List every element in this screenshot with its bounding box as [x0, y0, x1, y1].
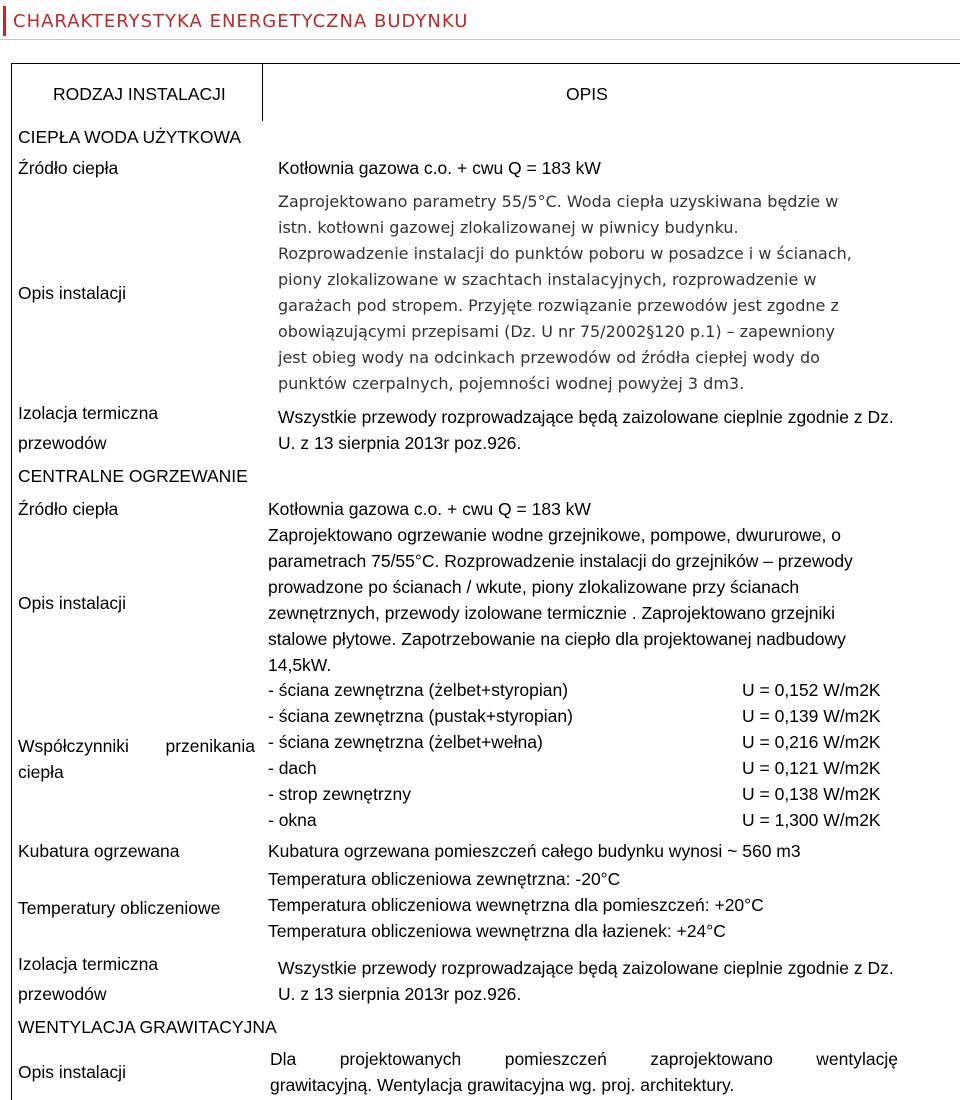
cwu-insulation-text-line-1: Wszystkie przewody rozprowadzające będą zaizolowane cieplnie zgodnie z Dz.: [278, 407, 894, 427]
co-temperature-line: Temperatura obliczeniowa wewnętrzna dla pomieszczeń: +20°C: [268, 895, 764, 915]
section-title-ventilation: WENTYLACJA GRAWITACYJNA: [18, 1017, 277, 1037]
cwu-description-line: Rozprowadzenie instalacji do punktów poboru w posadzce i w ścianach,: [278, 244, 852, 263]
page-title: CHARAKTERYSTYKA ENERGETYCZNA BUDYNKU: [13, 11, 469, 32]
u-value-name: - okna: [268, 810, 317, 830]
cwu-description-line: punktów czerpalnych, pojemności wodnej powyżej 3 dm3.: [278, 374, 745, 393]
cwu-insulation-label-line-1: Izolacja termiczna: [18, 403, 159, 423]
u-value: U = 0,152 W/m2K: [742, 680, 881, 700]
cwu-source-label: Źródło ciepła: [18, 158, 119, 178]
co-source-value: Kotłownia gazowa c.o. + cwu Q = 183 kW: [268, 499, 591, 519]
cwu-source-value: Kotłownia gazowa c.o. + cwu Q = 183 kW: [278, 158, 601, 178]
u-value: U = 0,216 W/m2K: [742, 732, 881, 752]
u-value-name: - strop zewnętrzny: [268, 784, 411, 804]
co-u-values-label-line-1: Współczynniki przenikania: [18, 736, 255, 756]
header-accent-bar: [3, 6, 6, 36]
co-temperature-line: Temperatura obliczeniowa wewnętrzna dla łazienek: +24°C: [268, 921, 726, 941]
section-title-co: CENTRALNE OGRZEWANIE: [18, 466, 248, 486]
co-insulation-label-line-1: Izolacja termiczna: [18, 954, 159, 974]
u-value: U = 0,139 W/m2K: [742, 706, 881, 726]
co-description-line: 14,5kW.: [268, 655, 332, 675]
co-description-line: stalowe płytowe. Zapotrzebowanie na ciepło dla projektowanej nadbudowy: [268, 629, 846, 649]
page-header: [0, 0, 960, 40]
cwu-description-line: Zaprojektowano parametry 55/5°C. Woda ciepła uzyskiwana będzie w: [278, 192, 839, 211]
header-rule: [0, 39, 960, 40]
co-description-line: prowadzone po ścianach / wkute, piony zlokalizowane przy ścianach: [268, 577, 800, 597]
u-value-name: - ściana zewnętrzna (żelbet+styropian): [268, 680, 569, 700]
header-column-divider: [262, 63, 263, 121]
co-temperature-line: Temperatura obliczeniowa zewnętrzna: -20°C: [268, 869, 621, 889]
u-value: U = 0,138 W/m2K: [742, 784, 881, 804]
cwu-description-line: jest obieg wody na odcinkach przewodów od źródła ciepłej wody do: [278, 348, 820, 367]
co-heated-volume-label: Kubatura ogrzewana: [18, 841, 180, 861]
cwu-insulation-label-line-2: przewodów: [18, 433, 107, 453]
section-title-cwu: CIEPŁA WODA UŻYTKOWA: [18, 127, 241, 147]
column-header-description: OPIS: [566, 84, 608, 104]
co-description-line: Zaprojektowano ogrzewanie wodne grzejnikowe, pompowe, dwururowe, o: [268, 525, 841, 545]
cwu-description-line: obowiązującymi przepisami (Dz. U nr 75/2002§120 p.1) – zapewniony: [278, 322, 836, 341]
co-heated-volume-value: Kubatura ogrzewana pomieszczeń całego budynku wynosi ~ 560 m3: [268, 841, 801, 861]
co-description: [268, 522, 958, 678]
u-value: U = 1,300 W/m2K: [742, 810, 881, 830]
co-insulation-label-line-2: przewodów: [18, 984, 107, 1004]
cwu-description: [278, 189, 898, 397]
cwu-description-line: garażach pod stropem. Przyjęte rozwiązanie przewodów jest zgodne z: [278, 296, 839, 315]
u-value-name: - ściana zewnętrzna (pustak+styropian): [268, 706, 573, 726]
ventilation-description-label: Opis instalacji: [18, 1062, 126, 1082]
cwu-description-line: istn. kotłowni gazowej zlokalizowanej w piwnicy budynku.: [278, 218, 739, 237]
co-source-label: Źródło ciepła: [18, 499, 119, 519]
co-description-line: parametrach 75/55°C. Rozprowadzenie instalacji do grzejników – przewody: [268, 551, 853, 571]
co-description-line: zewnętrznych, przewody izolowane termicznie . Zaprojektowano grzejniki: [268, 603, 836, 623]
u-value-name: - ściana zewnętrzna (żelbet+wełna): [268, 732, 543, 752]
co-u-values-label-line-2: ciepła: [18, 762, 64, 782]
cwu-description-label: Opis instalacji: [18, 283, 126, 303]
co-insulation-text-line-1: Wszystkie przewody rozprowadzające będą zaizolowane cieplnie zgodnie z Dz.: [278, 958, 894, 978]
ventilation-description-line-2: grawitacyjną. Wentylacja grawitacyjna wg. proj. architektury.: [270, 1075, 735, 1095]
cwu-insulation-text-line-2: U. z 13 sierpnia 2013r poz.926.: [278, 433, 522, 453]
co-description-label: Opis instalacji: [18, 593, 126, 613]
cwu-description-line: piony zlokalizowane w szachtach instalacyjnych, rozprowadzenie w: [278, 270, 817, 289]
u-value-name: - dach: [268, 758, 317, 778]
u-value: U = 0,121 W/m2K: [742, 758, 881, 778]
column-header-type: RODZAJ INSTALACJI: [53, 84, 226, 104]
co-design-temperatures-label: Temperatury obliczeniowe: [18, 898, 221, 918]
co-insulation-text-line-2: U. z 13 sierpnia 2013r poz.926.: [278, 984, 522, 1004]
ventilation-description-line-1: Dla projektowanych pomieszczeń zaprojektowano wentylację: [270, 1049, 898, 1069]
